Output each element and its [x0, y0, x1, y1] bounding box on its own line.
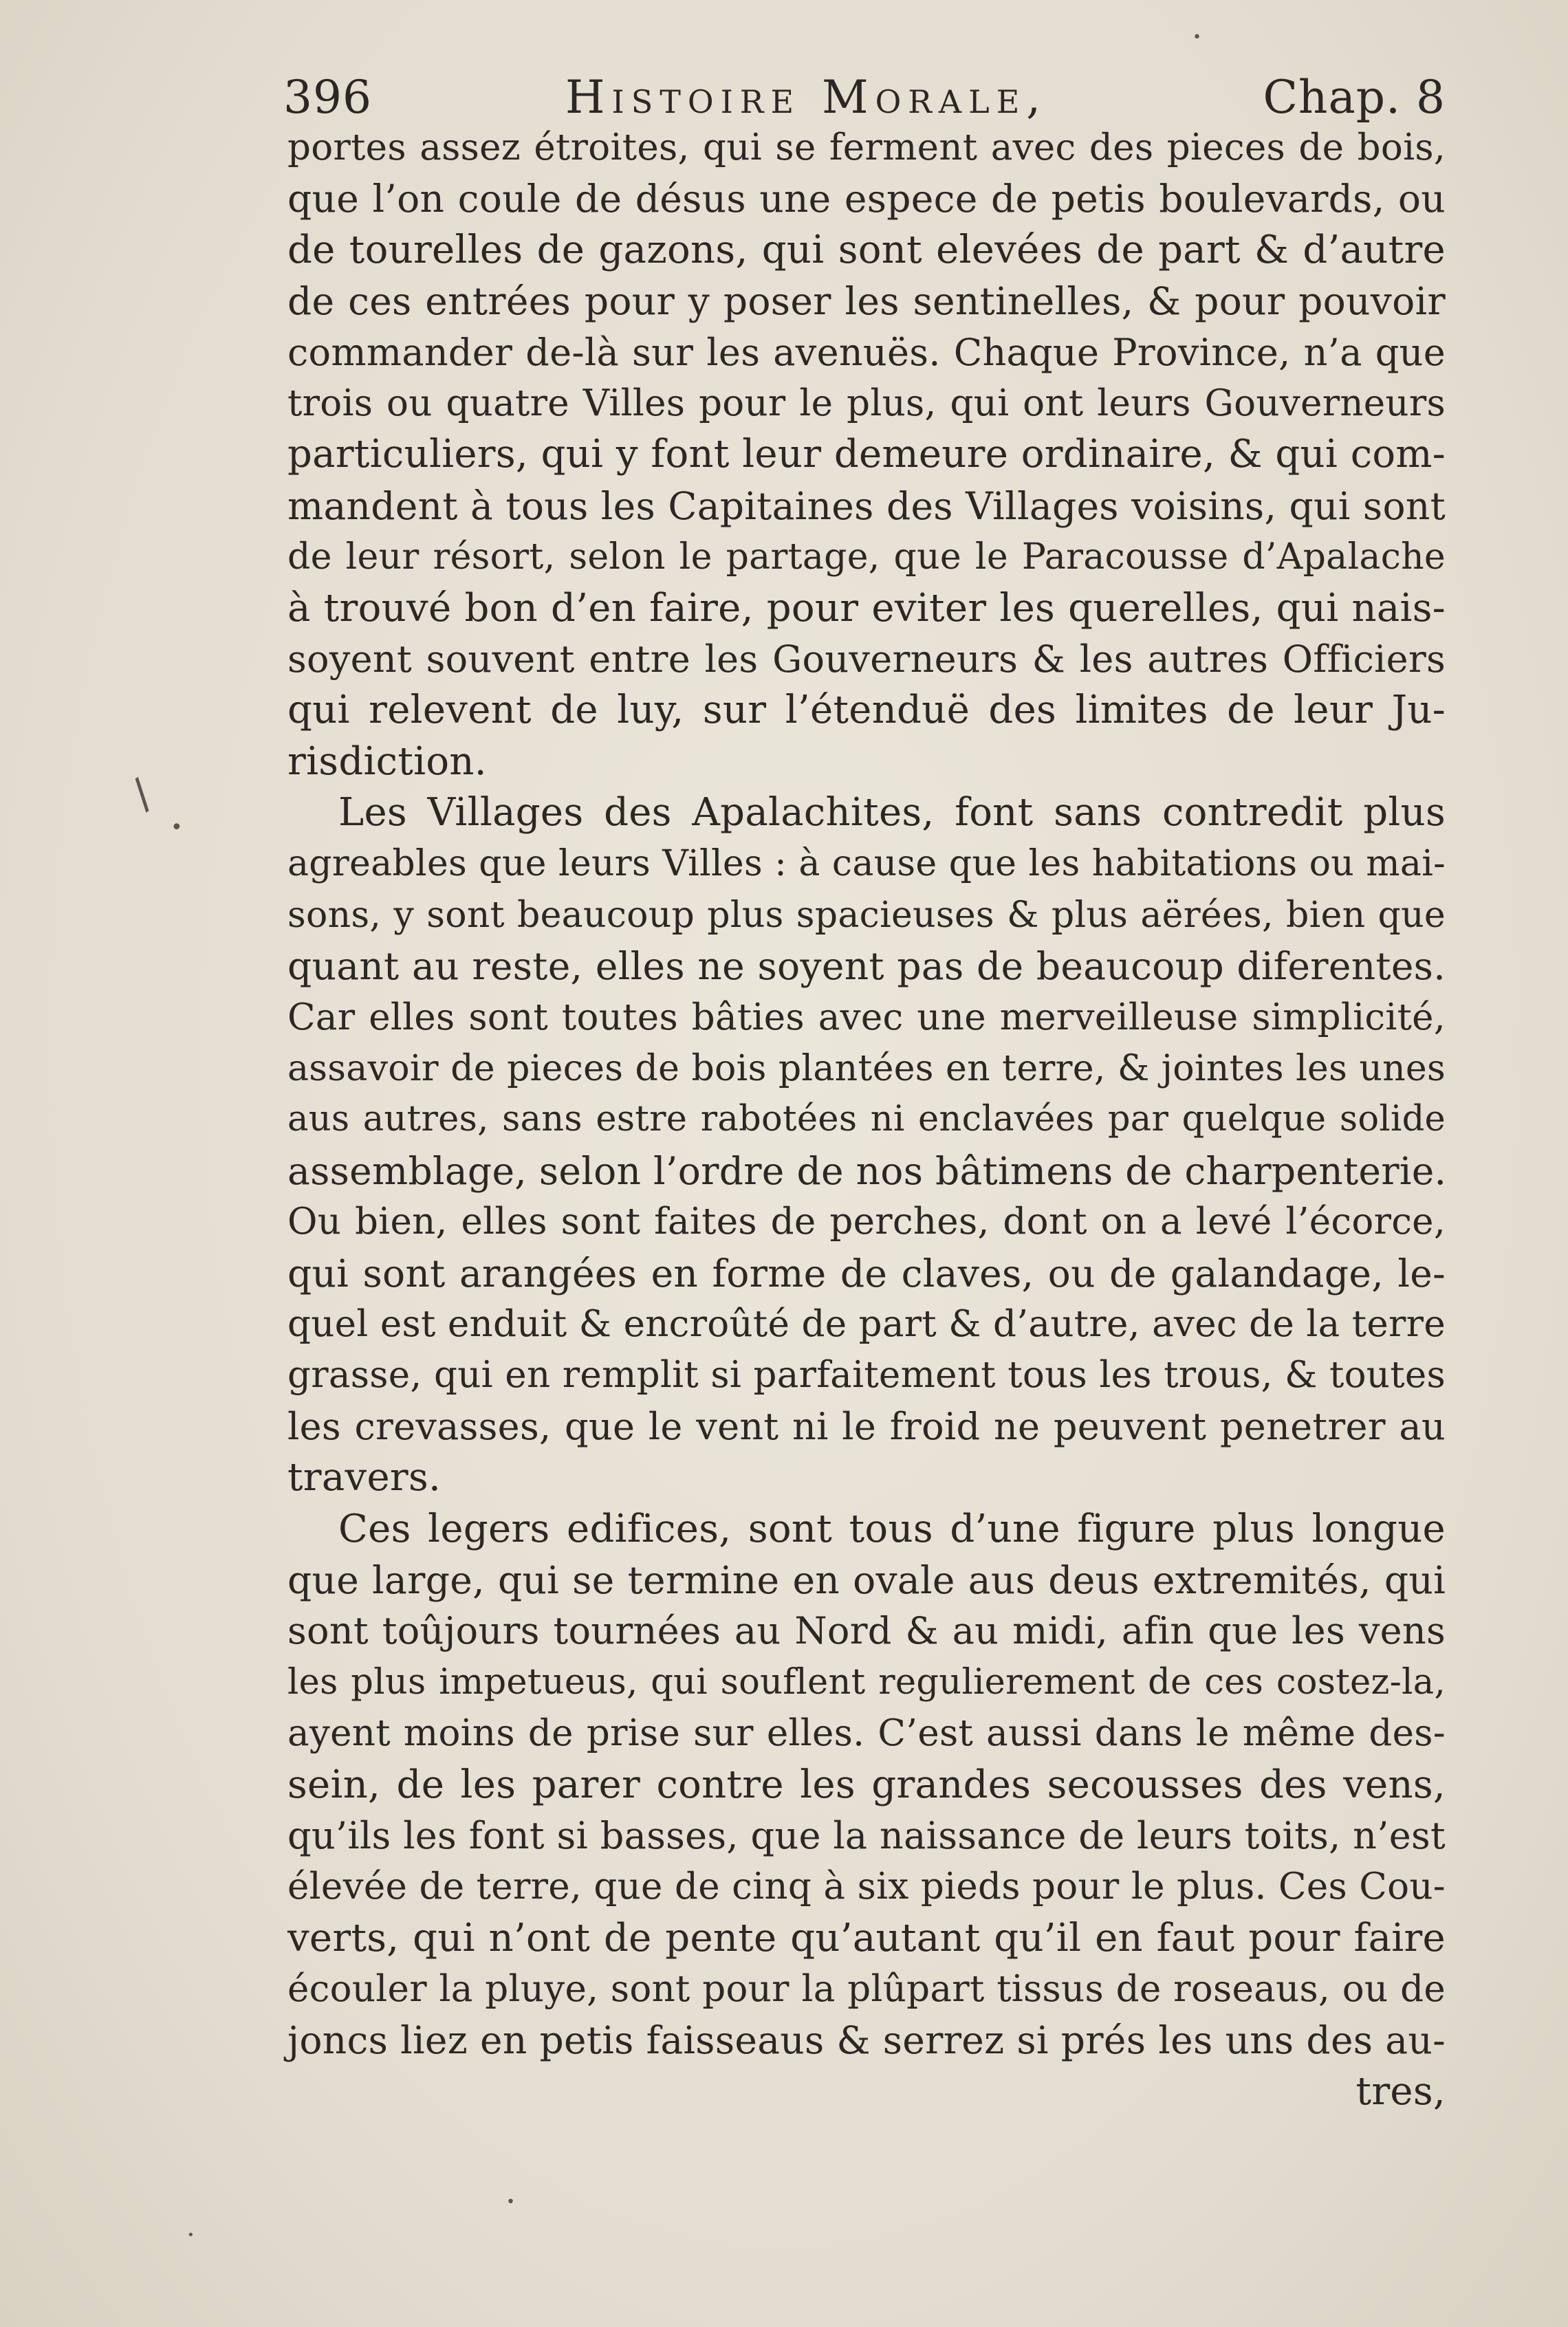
- text-line: assemblage, selon l’ordre de nos bâtimens de charpenterie.: [287, 1148, 1447, 1193]
- paragraph-end-line: travers.: [287, 1455, 442, 1500]
- text-line: mandent à tous les Capitaines des Villages voisins, qui sont: [287, 483, 1446, 528]
- text-line: quant au reste, elles ne soyent pas de beaucoup diferentes.: [287, 944, 1446, 989]
- text-line: élevée de terre, que de cinq à six pieds pour le plus. Ces Cou-: [287, 1866, 1446, 1908]
- text-line: Ou bien, elles sont faites de perches, dont on a levé l’écorce,: [287, 1201, 1446, 1243]
- text-line: que large, qui se termine en ovale aus deus extremités, qui: [287, 1558, 1446, 1602]
- ink-speck: •: [187, 2228, 195, 2242]
- text-line: écouler la pluye, sont pour la plûpart tissus de roseaus, ou de: [287, 1968, 1446, 2011]
- margin-mark: /: [122, 770, 162, 818]
- text-line: les plus impetueus, qui souflent regulierement de ces costez-la,: [287, 1661, 1446, 1703]
- text-line: sont toûjours tournées au Nord & au midi, afin que les vens: [287, 1609, 1446, 1653]
- text-line: à trouvé bon d’en faire, pour eviter les querelles, qui nais-: [287, 585, 1446, 631]
- page-number: 396: [283, 71, 372, 124]
- body-text: [287, 122, 1446, 2117]
- text-line: Car elles sont toutes bâties avec une merveilleuse simplicité,: [287, 996, 1446, 1038]
- text-line: qu’ils les font si basses, que la naissance de leurs toits, n’est: [287, 1813, 1446, 1857]
- text-line: trois ou quatre Villes pour le plus, qui ont leurs Gouverneurs: [287, 382, 1446, 424]
- text-line: qui sont arangées en forme de claves, ou de galandage, le-: [287, 1251, 1446, 1296]
- text-line: portes assez étroites, qui se ferment avec des pieces de bois,: [287, 127, 1446, 168]
- paragraph-start-line: Les Villages des Apalachites, font sans contredit plus: [338, 790, 1446, 835]
- text-line: soyent souvent entre les Gouverneurs & les autres Officiers: [287, 637, 1446, 681]
- text-line: de leur résort, selon le partage, que le Paracousse d’Apalache: [287, 536, 1446, 578]
- paragraph-start-line: Ces legers edifices, sont tous d’une figure plus longue: [338, 1506, 1446, 1551]
- running-header: [283, 63, 1446, 132]
- text-line: de tourelles de gazons, qui sont elevées de part & d’autre: [287, 227, 1446, 272]
- text-line: les crevasses, que le vent ni le froid ne peuvent penetrer au: [287, 1404, 1446, 1448]
- text-line: commander de-là sur les avenuës. Chaque Province, n’a que: [287, 330, 1446, 374]
- running-title: Histoire Morale,: [565, 71, 1048, 124]
- text-line: verts, qui n’ont de pente qu’autant qu’il en faut pour faire: [287, 1915, 1446, 1960]
- ink-speck: •: [1193, 29, 1201, 46]
- text-line: grasse, qui en remplit si parfaitement tous les trous, & toutes: [287, 1354, 1446, 1397]
- text-line: aus autres, sans estre rabotées ni enclavées par quelque solide: [287, 1099, 1446, 1140]
- text-line: particuliers, qui y font leur demeure ordinaire, & qui com-: [287, 432, 1446, 477]
- text-line: sons, y sont beaucoup plus spacieuses & plus aërées, bien que: [287, 894, 1446, 936]
- ink-speck: •: [171, 816, 183, 840]
- text-line: ayent moins de prise sur elles. C’est aussi dans le même des-: [287, 1712, 1446, 1755]
- text-line: qui relevent de luy, sur l’étenduë des limites de leur Ju-: [287, 688, 1446, 733]
- catchword: tres,: [1355, 2068, 1446, 2114]
- text-line: que l’on coule de désus une espece de petis boulevards, ou: [287, 177, 1446, 221]
- chapter-label: Chap. 8: [1263, 71, 1446, 124]
- text-line: agreables que leurs Villes : à cause que les habitations ou mai-: [287, 843, 1446, 885]
- ink-speck: •: [506, 2194, 515, 2211]
- text-line: de ces entrées pour y poser les sentinelles, & pour pouvoir: [287, 279, 1446, 324]
- text-line: joncs liez en petis faisseaus & serrez si prés les uns des au-: [287, 2018, 1446, 2063]
- text-line: quel est enduit & encroûté de part & d’autre, avec de la terre: [287, 1302, 1446, 1345]
- paragraph-end-line: risdiction.: [287, 739, 487, 784]
- text-line: assavoir de pieces de bois plantées en terre, & jointes les unes: [287, 1048, 1446, 1090]
- text-line: sein, de les parer contre les grandes secousses des vens,: [287, 1762, 1446, 1807]
